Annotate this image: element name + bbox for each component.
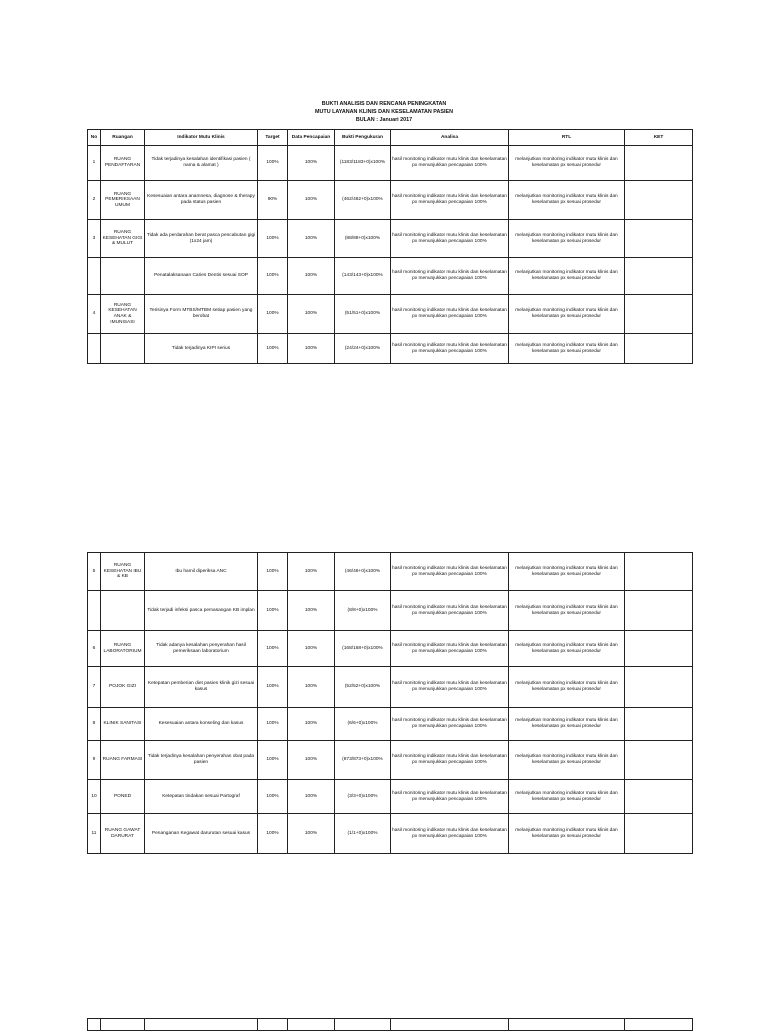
cell-data: 100%	[288, 780, 335, 814]
cell-ruangan	[101, 258, 145, 295]
cell-ruangan: RUANG KESEHATAN ANAK & IMUNISASI	[101, 295, 145, 334]
cell-data: 100%	[288, 591, 335, 631]
cell-rtl: melanjutkan monitoring indikator mutu klinis dan keselamatan px sesuai prosedur	[509, 334, 625, 364]
cell-ket	[625, 146, 693, 181]
title-line-2: MUTU LAYANAN KLINIS DAN KESELAMATAN PASIEN	[315, 109, 453, 115]
header-target: Target	[258, 130, 288, 146]
cell-bukti: (1183/1183+0)x100%	[335, 146, 391, 181]
cell-ket	[625, 591, 693, 631]
cell-ruangan: KLINIK SANITASI	[101, 708, 145, 741]
header-no: No	[88, 130, 101, 146]
cell-indikator: Tidak adanya kesalahan penyerahan hasil pemeriksaan laboratorium	[145, 631, 258, 667]
cell-target: 90%	[258, 181, 288, 220]
table-row	[88, 334, 693, 364]
cell-analisa: hasil monitoring indikator mutu klinis dan keselamatan px menunjukkan pencapaian 100%	[391, 631, 509, 667]
cell-indikator: Tidak terjadinya kesalahan identifikasi pasien ( nama & alamat )	[145, 146, 258, 181]
indicator-table-page-3	[87, 1018, 693, 1031]
cell-ket	[625, 220, 693, 258]
cell-bukti: (1/1+0)x100%	[335, 814, 391, 854]
cell-bukti: (51/51+0)x100%	[335, 295, 391, 334]
cell-indikator: Kesesuaian antara anamnesa, diagnose & therapy pada status pasien	[145, 181, 258, 220]
cell-target: 100%	[258, 146, 288, 181]
cell-bukti: (8/8+0)x100%	[335, 591, 391, 631]
table-row	[88, 295, 693, 334]
cell-ket	[625, 553, 693, 591]
cell-analisa: hasil monitoring indikator mutu klinis dan keselamatan px menunjukkan pencapaian 100%	[391, 181, 509, 220]
table-row	[88, 780, 693, 814]
cell-rtl: melanjutkan monitoring indikator mutu klinis dan keselamatan px sesuai prosedur	[509, 295, 625, 334]
table-row	[88, 708, 693, 741]
cell-target: 100%	[258, 258, 288, 295]
table-row	[88, 591, 693, 631]
cell-no: 4	[88, 295, 101, 334]
cell-ket	[625, 780, 693, 814]
cell-ket	[625, 334, 693, 364]
cell-analisa: hasil monitoring indikator mutu klinis dan keselamatan px menunjukkan pencapaian 100%	[391, 708, 509, 741]
cell-ruangan	[101, 591, 145, 631]
cell-rtl: melanjutkan monitoring indikator mutu klinis dan keselamatan px sesuai prosedur	[509, 220, 625, 258]
cell-data: 100%	[288, 814, 335, 854]
cell-rtl: melanjutkan monitoring indikator mutu klinis dan keselamatan px sesuai prosedur	[509, 146, 625, 181]
cell-indikator: Ibu hamil diperiksa ANC	[145, 553, 258, 591]
header-analisa: Analisa	[391, 130, 509, 146]
cell-indikator: Terisinya Form MTBS/MTBM setiap pasien yang berobat	[145, 295, 258, 334]
table-row	[88, 258, 693, 295]
cell-ket	[625, 258, 693, 295]
cell-no: 8	[88, 708, 101, 741]
cell-bukti: (3/3+0)x100%	[335, 780, 391, 814]
cell-data: 100%	[288, 741, 335, 780]
cell-analisa: hasil monitoring indikator mutu klinis dan keselamatan px menunjukkan pencapaian 100%	[391, 553, 509, 591]
cell-bukti: (143/143+0)x100%	[335, 258, 391, 295]
indicator-table-page-2	[87, 552, 693, 854]
table-row	[88, 1019, 693, 1031]
cell-bukti: (6/6+0)x100%	[335, 708, 391, 741]
cell-target: 100%	[258, 334, 288, 364]
table-row	[88, 667, 693, 708]
cell-ket	[625, 667, 693, 708]
title-line-1: BUKTI ANALISIS DAN RENCANA PENINGKATAN	[321, 101, 447, 107]
cell-target: 100%	[258, 814, 288, 854]
cell-target: 100%	[258, 553, 288, 591]
cell-bukti: (24/24+0)x100%	[335, 334, 391, 364]
header-data-pencapaian: Data Pencapaian	[288, 130, 335, 146]
table-row	[88, 220, 693, 258]
cell-ket	[625, 814, 693, 854]
cell-indikator: Tidak ada perdarahan berat pasca pencabutan gigi (1x24 jam)	[145, 220, 258, 258]
cell-rtl: melanjutkan monitoring indikator mutu klinis dan keselamatan px sesuai prosedur	[509, 181, 625, 220]
document-title	[0, 100, 768, 124]
cell-ruangan: RUANG PEMERIKSAAN UMUM	[101, 181, 145, 220]
table-row	[88, 814, 693, 854]
cell-data: 100%	[288, 146, 335, 181]
cell-indikator: Ketepatan tindakan sesuai Partograf	[145, 780, 258, 814]
cell-no: 1	[88, 146, 101, 181]
cell-target: 100%	[258, 741, 288, 780]
cell-target: 100%	[258, 220, 288, 258]
cell-no: 2	[88, 181, 101, 220]
cell-data: 100%	[288, 295, 335, 334]
title-line-3: BULAN : Januari 2017	[355, 117, 413, 123]
header-indikator: Indikator Mutu Klinis	[145, 130, 258, 146]
cell-no: 7	[88, 667, 101, 708]
cell-data: 100%	[288, 258, 335, 295]
cell-rtl: melanjutkan monitoring indikator mutu klinis dan keselamatan px sesuai prosedur	[509, 780, 625, 814]
cell-ruangan: RUANG FARMASI	[101, 741, 145, 780]
cell-analisa: hasil monitoring indikator mutu klinis dan keselamatan px menunjukkan pencapaian 100%	[391, 780, 509, 814]
cell-rtl: melanjutkan monitoring indikator mutu klinis dan keselamatan px sesuai prosedur	[509, 553, 625, 591]
cell-indikator: Kesesuaian antara konseling dan kasus	[145, 708, 258, 741]
cell-indikator: Tidak terjadi infeksi pasca pemasangan KB implan	[145, 591, 258, 631]
header-ruangan: Ruangan	[101, 130, 145, 146]
cell-bukti: (462/462+0)x100%	[335, 181, 391, 220]
cell-no: 6	[88, 631, 101, 667]
cell-rtl: melanjutkan monitoring indikator mutu klinis dan keselamatan px sesuai prosedur	[509, 667, 625, 708]
cell-target: 100%	[258, 780, 288, 814]
table-row	[88, 631, 693, 667]
cell-indikator: Penatalaksanaan Caries Dentis sesuai SOP	[145, 258, 258, 295]
cell-no: 10	[88, 780, 101, 814]
cell-rtl: melanjutkan monitoring indikator mutu klinis dan keselamatan px sesuai prosedur	[509, 258, 625, 295]
table-row	[88, 146, 693, 181]
cell-ruangan: RUANG KESEHATAN IBU & KB	[101, 553, 145, 591]
cell-no	[88, 258, 101, 295]
cell-analisa: hasil monitoring indikator mutu klinis dan keselamatan px menunjukkan pencapaian 100%	[391, 220, 509, 258]
table-header-row	[88, 130, 693, 146]
cell-data: 100%	[288, 667, 335, 708]
cell-ruangan: RUANG PENDAFTARAN	[101, 146, 145, 181]
header-ket: KET	[625, 130, 693, 146]
cell-ruangan: RUANG KESEHATAN GIGI & MULUT	[101, 220, 145, 258]
cell-target: 100%	[258, 295, 288, 334]
cell-ket	[625, 708, 693, 741]
cell-no: 9	[88, 741, 101, 780]
indicator-table-page-1	[87, 129, 693, 364]
cell-analisa: hasil monitoring indikator mutu klinis dan keselamatan px menunjukkan pencapaian 100%	[391, 591, 509, 631]
cell-data: 100%	[288, 708, 335, 741]
cell-analisa: hasil monitoring indikator mutu klinis dan keselamatan px menunjukkan pencapaian 100%	[391, 258, 509, 295]
cell-bukti: (168/168+0)x100%	[335, 631, 391, 667]
cell-analisa: hasil monitoring indikator mutu klinis dan keselamatan px menunjukkan pencapaian 100%	[391, 295, 509, 334]
cell-target: 100%	[258, 708, 288, 741]
cell-data: 100%	[288, 631, 335, 667]
cell-data: 100%	[288, 553, 335, 591]
cell-bukti: (46/46+0)x100%	[335, 553, 391, 591]
cell-indikator: Tidak terjadinya KIPI serius	[145, 334, 258, 364]
table-row	[88, 553, 693, 591]
cell-bukti: (88/88+0)x100%	[335, 220, 391, 258]
cell-no	[88, 334, 101, 364]
cell-ket	[625, 741, 693, 780]
cell-indikator: Tidak terjadinya kesalahan penyerahan obat pada pasien	[145, 741, 258, 780]
cell-data: 100%	[288, 334, 335, 364]
cell-data: 100%	[288, 220, 335, 258]
cell-analisa: hasil monitoring indikator mutu klinis dan keselamatan px menunjukkan pencapaian 100%	[391, 667, 509, 708]
cell-analisa: hasil monitoring indikator mutu klinis dan keselamatan px menunjukkan pencapaian 100%	[391, 814, 509, 854]
cell-no: 3	[88, 220, 101, 258]
cell-no	[88, 591, 101, 631]
cell-rtl: melanjutkan monitoring indikator mutu klinis dan keselamatan px sesuai prosedur	[509, 814, 625, 854]
cell-analisa: hasil monitoring indikator mutu klinis dan keselamatan px menunjukkan pencapaian 100%	[391, 334, 509, 364]
cell-ruangan	[101, 334, 145, 364]
cell-indikator: Ketepatan pemberian diet pasien klinik gizi sesuai kasus	[145, 667, 258, 708]
cell-rtl: melanjutkan monitoring indikator mutu klinis dan keselamatan px sesuai prosedur	[509, 591, 625, 631]
cell-ket	[625, 631, 693, 667]
cell-no: 11	[88, 814, 101, 854]
cell-ket	[625, 295, 693, 334]
cell-analisa: hasil monitoring indikator mutu klinis dan keselamatan px menunjukkan pencapaian 100%	[391, 146, 509, 181]
cell-indikator: Penanganan Kegawat darurutan sesuai kasus	[145, 814, 258, 854]
cell-ruangan: RUANG LABORATORIUM	[101, 631, 145, 667]
cell-ruangan: PONED	[101, 780, 145, 814]
table-row	[88, 181, 693, 220]
cell-rtl: melanjutkan monitoring indikator mutu klinis dan keselamatan px sesuai prosedur	[509, 631, 625, 667]
cell-ket	[625, 181, 693, 220]
cell-bukti: (873/873+0)x100%	[335, 741, 391, 780]
cell-data: 100%	[288, 181, 335, 220]
table-row	[88, 741, 693, 780]
cell-target: 100%	[258, 631, 288, 667]
cell-rtl: melanjutkan monitoring indikator mutu klinis dan keselamatan px sesuai prosedur	[509, 741, 625, 780]
cell-target: 100%	[258, 667, 288, 708]
header-rtl: RTL	[509, 130, 625, 146]
cell-bukti: (52/52+0)x100%	[335, 667, 391, 708]
cell-ruangan: RUANG GAWAT DARURAT	[101, 814, 145, 854]
cell-target: 100%	[258, 591, 288, 631]
cell-analisa: hasil monitoring indikator mutu klinis dan keselamatan px menunjukkan pencapaian 100%	[391, 741, 509, 780]
cell-no: 5	[88, 553, 101, 591]
cell-ruangan: POJOK GIZI	[101, 667, 145, 708]
cell-rtl: melanjutkan monitoring indikator mutu klinis dan keselamatan px sesuai prosedur	[509, 708, 625, 741]
header-bukti: Bukti Pengukuran	[335, 130, 391, 146]
